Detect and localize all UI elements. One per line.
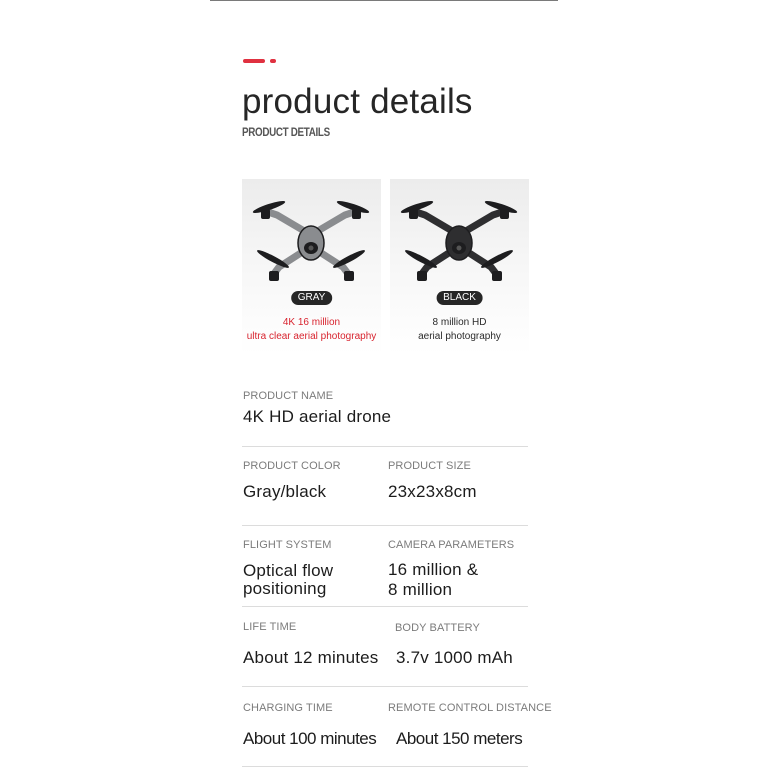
drone-art-gray xyxy=(252,199,370,281)
top-rule xyxy=(210,0,558,1)
spec-value-life-time: About 12 minutes xyxy=(243,648,379,667)
drone-motor xyxy=(500,209,509,219)
spec-divider xyxy=(242,686,528,687)
spec-value-camera-parameters-line2: 8 million xyxy=(388,580,453,599)
page-title: product details xyxy=(242,82,473,121)
spec-label-life-time: LIFE TIME xyxy=(243,621,297,633)
spec-label-remote-control-distance: REMOTE CONTROL DISTANCE xyxy=(388,702,552,714)
spec-label-charging-time: CHARGING TIME xyxy=(243,702,333,714)
drone-lens xyxy=(309,246,314,251)
accent-dot xyxy=(270,59,276,63)
variant-caption-black xyxy=(390,316,529,344)
variant-caption-line: 4K 16 million xyxy=(282,317,341,328)
spec-value-body-battery: 3.7v 1000 mAh xyxy=(396,648,513,667)
spec-divider xyxy=(242,606,528,607)
drone-motor xyxy=(261,209,270,219)
drone-motor xyxy=(417,271,427,281)
variant-card-gray xyxy=(242,179,381,355)
spec-label-body-battery: BODY BATTERY xyxy=(395,622,480,634)
variant-badge-black: BLACK xyxy=(436,291,483,305)
spec-value-product-color: Gray/black xyxy=(243,482,327,501)
spec-value-product-size: 23x23x8cm xyxy=(388,482,477,501)
spec-label-product-color: PRODUCT COLOR xyxy=(243,460,341,472)
drone-icon xyxy=(397,191,522,291)
variant-badge-gray: GRAY xyxy=(291,291,333,305)
spec-label-camera-parameters: CAMERA PARAMETERS xyxy=(388,539,515,551)
spec-value-camera-parameters-line1: 16 million & xyxy=(388,560,479,579)
page-subtitle: PRODUCT DETAILS xyxy=(242,125,330,139)
spec-divider xyxy=(242,766,528,767)
spec-label-flight-system: FLIGHT SYSTEM xyxy=(243,539,332,551)
spec-label-product-size: PRODUCT SIZE xyxy=(388,460,471,472)
spec-divider xyxy=(242,446,528,447)
spec-value-charging-time: About 100 minutes xyxy=(243,729,377,748)
accent-dash xyxy=(243,59,265,63)
spec-value-flight-system-line2: positioning xyxy=(243,579,327,598)
spec-value-product-name: 4K HD aerial drone xyxy=(243,407,392,426)
spec-divider xyxy=(242,525,528,526)
drone-art-black xyxy=(400,199,518,281)
spec-value-flight-system-line1: Optical flow xyxy=(243,561,334,580)
drone-icon xyxy=(249,191,374,291)
drone-motor xyxy=(352,209,361,219)
variant-caption-line: 8 million HD xyxy=(432,317,487,328)
variant-caption-line: ultra clear aerial photography xyxy=(246,331,377,342)
drone-motor xyxy=(269,271,279,281)
drone-motor xyxy=(344,271,354,281)
drone-motor xyxy=(492,271,502,281)
variant-caption-gray xyxy=(242,316,381,344)
drone-motor xyxy=(409,209,418,219)
variant-caption-line: aerial photography xyxy=(418,331,501,342)
spec-value-remote-control-distance: About 150 meters xyxy=(396,729,523,748)
variant-card-black xyxy=(390,179,529,355)
spec-label-product-name: PRODUCT NAME xyxy=(243,390,334,402)
drone-lens xyxy=(457,246,462,251)
